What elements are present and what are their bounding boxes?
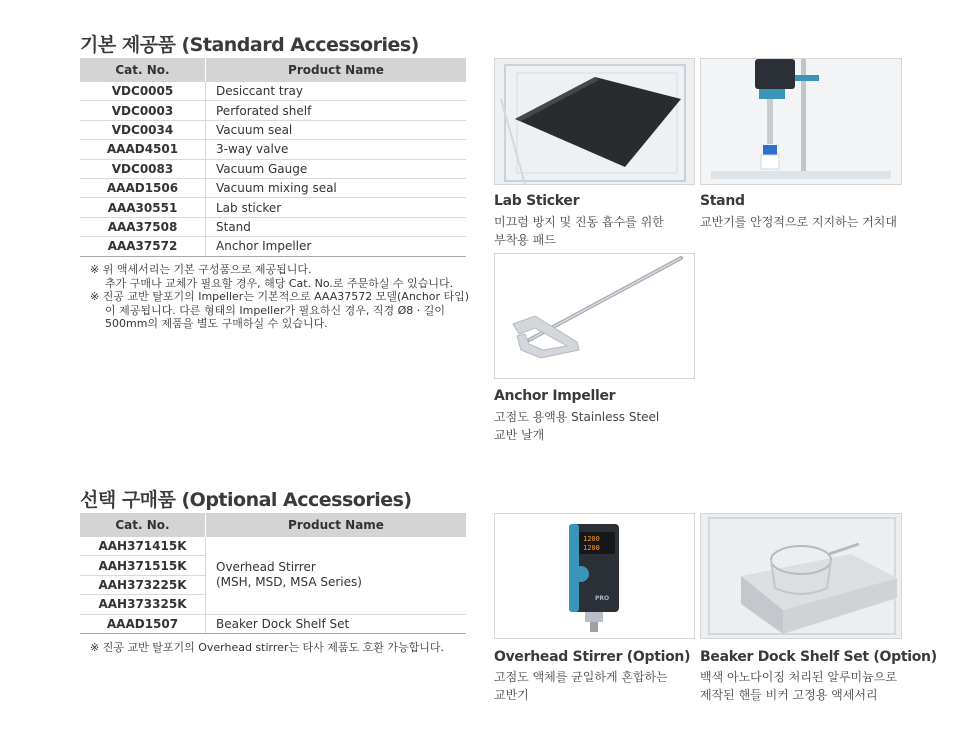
anchor-impeller-photo: [494, 253, 695, 379]
product-name-cell: Lab sticker: [206, 198, 467, 217]
anchor-impeller-desc: [494, 408, 694, 444]
anchor-impeller-title: Anchor Impeller: [494, 388, 616, 404]
desc-line: 교반기: [494, 688, 529, 702]
stand-image: [701, 59, 901, 184]
stand-photo: [700, 58, 902, 185]
beaker-dock-photo: [700, 513, 902, 639]
cat-no-cell: VDC0003: [80, 101, 206, 120]
desc-line: 교반기를 안정적으로 지지하는 거치대: [700, 215, 897, 229]
table-header-row: [80, 513, 466, 537]
cat-no-cell: AAH373325K: [80, 595, 206, 614]
cat-no-cell: AAA37508: [80, 217, 206, 236]
product-name-cell-merged: [206, 537, 467, 614]
standard-notes: [90, 263, 470, 331]
cat-no-cell: VDC0034: [80, 120, 206, 139]
note-item: 추가 구매나 교체가 필요할 경우, 해당 Cat. No.로 주문하실 수 있습니다.: [105, 276, 454, 290]
lab-sticker-photo: [494, 58, 695, 185]
table-row: [80, 237, 466, 256]
lab-sticker-title: Lab Sticker: [494, 193, 580, 209]
overhead-stirrer-desc: [494, 668, 694, 704]
product-name-cell: Vacuum seal: [206, 120, 467, 139]
product-name-cell: Perforated shelf: [206, 101, 467, 120]
optional-section-title: 선택 구매품 (Optional Accessories): [80, 489, 412, 511]
cat-no-cell: AAA37572: [80, 237, 206, 256]
product-name-line: (MSH, MSD, MSA Series): [216, 575, 362, 590]
table-row: [80, 159, 466, 178]
table-header-row: [80, 58, 466, 82]
display-top-readout: 1200: [583, 535, 600, 543]
cat-no-cell: AAH373225K: [80, 575, 206, 594]
cat-no-cell: AAH371415K: [80, 537, 206, 556]
table-row: [80, 537, 466, 556]
cat-no-cell: AAAD1506: [80, 178, 206, 197]
stand-desc: [700, 213, 900, 231]
standard-section-title: 기본 제공품 (Standard Accessories): [80, 34, 419, 56]
cat-no-cell: VDC0005: [80, 82, 206, 101]
beaker-dock-title: Beaker Dock Shelf Set (Option): [700, 649, 937, 665]
display-bottom-readout: 1200: [583, 544, 600, 552]
product-name-cell: Beaker Dock Shelf Set: [206, 614, 467, 633]
table-row: [80, 101, 466, 120]
anchor-impeller-image: [495, 254, 694, 378]
lab-sticker-desc: [494, 213, 694, 249]
note-item: ※ 위 액세서리는 기본 구성품으로 제공됩니다.: [90, 263, 312, 276]
product-name-cell: Stand: [206, 217, 467, 236]
table-row: [80, 198, 466, 217]
desc-line: 미끄럼 방지 및 진동 흡수를 위한: [494, 215, 664, 229]
note-item: ※ 진공 교반 탈포기의 Overhead stirrer는 타사 제품도 호환 가능합니다.: [90, 641, 445, 654]
cat-no-header: Cat. No.: [80, 513, 206, 537]
desc-line: 고점도 액체를 균일하게 혼합하는: [494, 670, 668, 684]
beaker-dock-image: [701, 514, 901, 638]
product-name-header: Product Name: [206, 58, 467, 82]
product-name-cell: Desiccant tray: [206, 82, 467, 101]
product-name-header: Product Name: [206, 513, 467, 537]
desc-line: 부착용 패드: [494, 233, 556, 247]
standard-accessories-table: [80, 58, 466, 257]
optional-accessories-table: [80, 513, 466, 634]
note-item: ※ 진공 교반 탈포기의 Impeller는 기본적으로 AAA37572 모델(Anchor 타입)이 제공됩니다. 다른 형태의 Impeller가 필요하신 경우, 직경 Ø8 · 길이 500mm의 제품을 별도 구매하실 수 있습니다.: [90, 290, 470, 330]
product-name-cell: Anchor Impeller: [206, 237, 467, 256]
product-name-cell: Vacuum mixing seal: [206, 178, 467, 197]
overhead-stirrer-title: Overhead Stirrer (Option): [494, 649, 691, 665]
optional-notes: [90, 641, 470, 655]
table-row: [80, 140, 466, 159]
product-name-cell: Vacuum Gauge: [206, 159, 467, 178]
table-row: [80, 614, 466, 633]
cat-no-header: Cat. No.: [80, 58, 206, 82]
table-row: [80, 120, 466, 139]
stand-title: Stand: [700, 193, 745, 209]
desc-line: 교반 날개: [494, 428, 545, 442]
desc-line: 제작된 핸들 비커 고정용 액세서리: [700, 688, 878, 702]
beaker-dock-desc: [700, 668, 900, 704]
table-row: [80, 217, 466, 236]
cat-no-cell: AAAD4501: [80, 140, 206, 159]
lab-sticker-image: [495, 59, 694, 184]
overhead-stirrer-image: [495, 514, 694, 638]
desc-line: 백색 아노다이징 처리된 알루미늄으로: [700, 670, 897, 684]
cat-no-cell: AAAD1507: [80, 614, 206, 633]
device-brand-label: PRO: [595, 595, 610, 602]
cat-no-cell: VDC0083: [80, 159, 206, 178]
table-row: [80, 178, 466, 197]
product-name-line: Overhead Stirrer: [216, 560, 316, 575]
desc-line: 고점도 용액용 Stainless Steel: [494, 410, 660, 424]
product-name-cell: 3-way valve: [206, 140, 467, 159]
table-row: [80, 82, 466, 101]
cat-no-cell: AAH371515K: [80, 556, 206, 575]
cat-no-cell: AAA30551: [80, 198, 206, 217]
overhead-stirrer-photo: [494, 513, 695, 639]
